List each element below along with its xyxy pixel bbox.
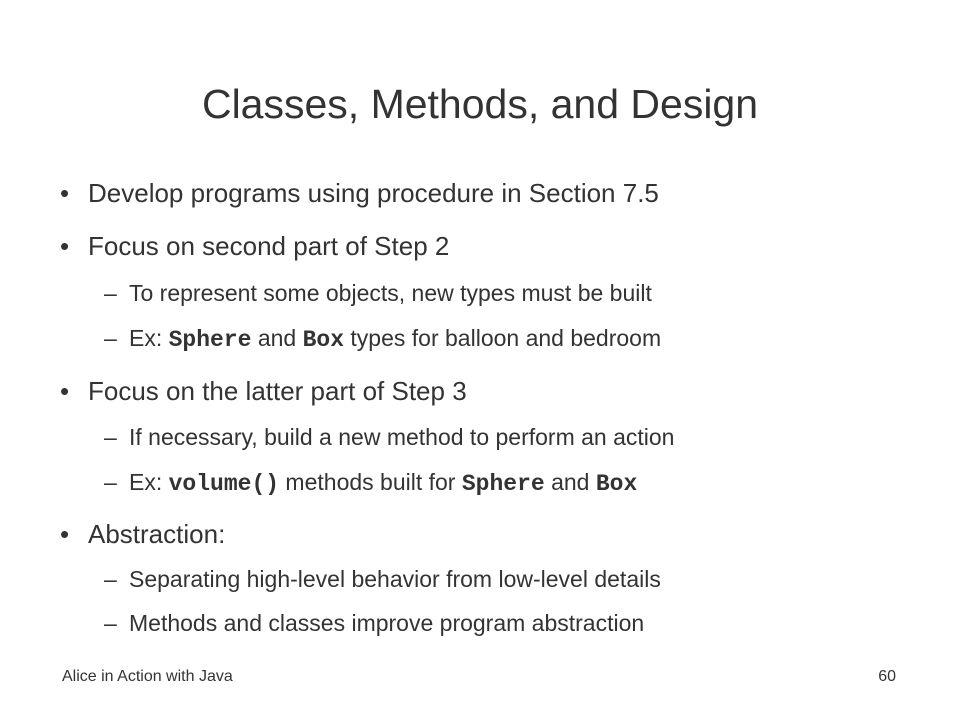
- bullet-develop-programs: [60, 177, 659, 209]
- bullet-text: Focus on second part of Step 2: [88, 231, 450, 261]
- code-box: Box: [302, 327, 345, 353]
- sub-bullet-text: and: [251, 325, 303, 351]
- sub-bullet-improve-abstraction: [104, 608, 644, 638]
- bullet-text: Abstraction:: [88, 519, 226, 549]
- sub-bullet-separating: [104, 564, 661, 594]
- sub-bullet-text: To represent some objects, new types must be built: [129, 280, 652, 306]
- bullet-dot: •: [60, 178, 70, 208]
- footer-page-number: 60: [878, 668, 896, 685]
- sub-bullet-text: methods built for: [279, 469, 462, 495]
- sub-bullet-text: If necessary, build a new method to perform an action: [129, 424, 675, 450]
- bullet-abstraction: [60, 518, 225, 550]
- code-sphere: Sphere: [461, 471, 545, 497]
- slide-title: Classes, Methods, and Design: [201, 81, 759, 127]
- sub-bullet-dash: –: [104, 566, 117, 592]
- sub-bullet-dash: –: [104, 469, 117, 495]
- bullet-dot: •: [60, 519, 70, 549]
- bullet-focus-step-2: [60, 230, 449, 262]
- sub-bullet-dash: –: [104, 424, 117, 450]
- bullet-dot: •: [60, 376, 70, 406]
- sub-bullet-text: Separating high-level behavior from low-level details: [129, 566, 661, 592]
- sub-bullet-text: Ex:: [129, 469, 169, 495]
- bullet-text: Develop programs using procedure in Section 7.5: [88, 178, 659, 208]
- bullet-text: Focus on the latter part of Step 3: [88, 376, 467, 406]
- code-volume: volume(): [168, 471, 280, 497]
- footer-book-title: Alice in Action with Java: [62, 668, 233, 685]
- sub-bullet-dash: –: [104, 280, 117, 306]
- code-sphere: Sphere: [168, 327, 252, 353]
- sub-bullet-dash: –: [104, 325, 117, 351]
- sub-bullet-volume-example: [104, 467, 637, 499]
- sub-bullet-text: and: [544, 469, 596, 495]
- sub-bullet-dash: –: [104, 610, 117, 636]
- sub-bullet-text: Methods and classes improve program abstraction: [129, 610, 645, 636]
- sub-bullet-text: types for balloon and bedroom: [344, 325, 662, 351]
- bullet-dot: •: [60, 231, 70, 261]
- sub-bullet-build-method: [104, 422, 674, 452]
- sub-bullet-text: Ex:: [129, 325, 169, 351]
- bullet-focus-step-3: [60, 375, 467, 407]
- code-box: Box: [595, 471, 638, 497]
- sub-bullet-represent-objects: [104, 278, 652, 308]
- sub-bullet-sphere-box-example: [104, 323, 661, 355]
